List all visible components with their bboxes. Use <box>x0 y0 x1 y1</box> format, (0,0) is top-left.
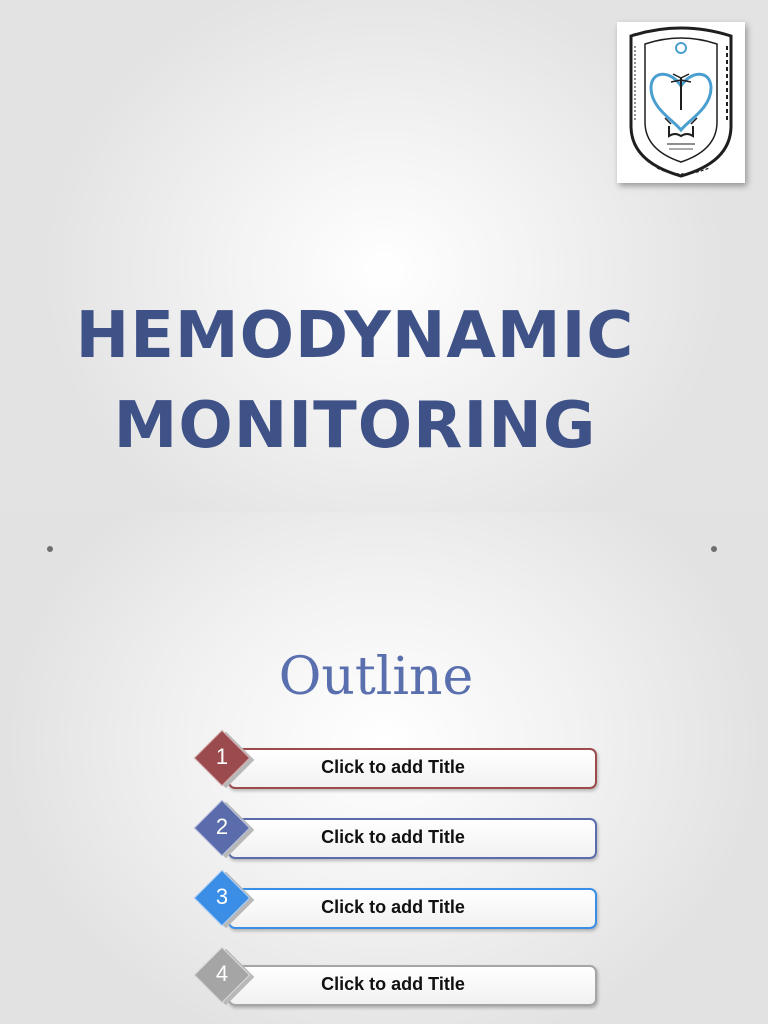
outline-slide <box>0 512 768 1024</box>
outline-item-number: 4 <box>215 961 229 986</box>
outline-item-2[interactable] <box>198 808 598 868</box>
bullet-dot <box>47 546 53 552</box>
outline-item-label: Click to add Title <box>321 974 465 994</box>
outline-item-number: 1 <box>215 744 229 769</box>
outline-item-label: Click to add Title <box>321 827 465 847</box>
outline-item-number: 3 <box>215 884 229 909</box>
college-seal-icon <box>617 22 745 183</box>
university-logo <box>617 22 745 183</box>
title-line-1: HEMODYNAMIC <box>75 298 635 373</box>
title-line-2: MONITORING <box>113 388 597 463</box>
outline-heading: Outline <box>278 647 474 707</box>
outline-item-label: Click to add Title <box>321 897 465 917</box>
presentation-title <box>0 291 710 471</box>
outline-item-number: 2 <box>215 814 229 839</box>
outline-item-4[interactable] <box>198 955 598 1015</box>
outline-item-3[interactable] <box>198 878 598 938</box>
outline-item-1[interactable] <box>198 738 598 798</box>
outline-item-label: Click to add Title <box>321 757 465 777</box>
bullet-dot <box>711 546 717 552</box>
